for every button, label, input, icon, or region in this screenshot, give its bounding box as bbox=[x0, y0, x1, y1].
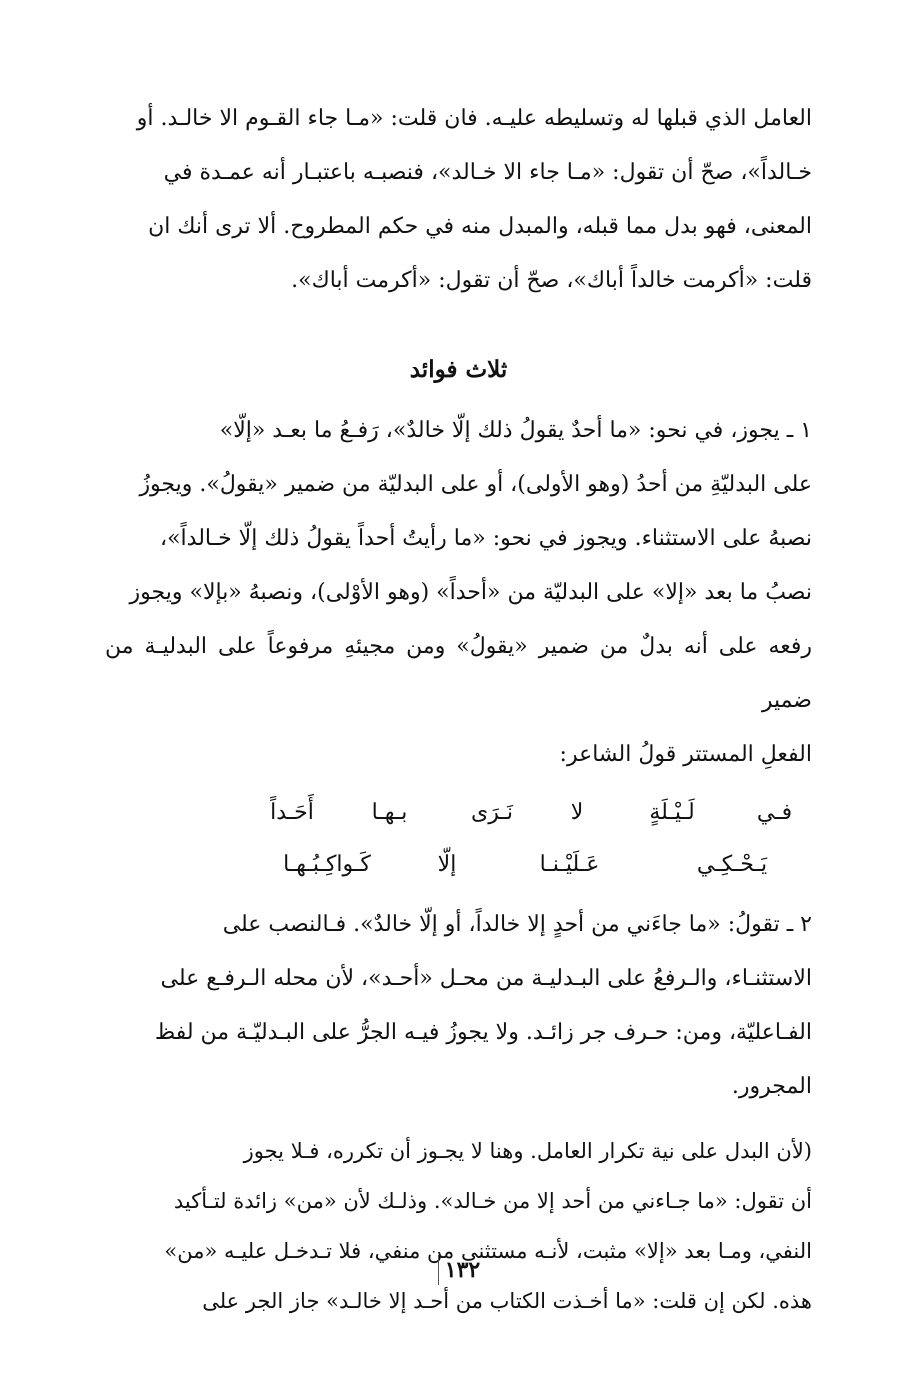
text-line: العامل الذي قبلها له وتسليطه عليـه. فان قلت: «مـا جاء القـوم الا خالـد. أو bbox=[136, 106, 812, 131]
text-line: نصبهُ على الاستثناء. ويجوز في نحو: «ما رأيتُ أحداً يقولُ ذلك إلّا خـالداً»، bbox=[160, 526, 812, 551]
text-line: النفي، ومـا بعد «إلا» مثبت، لأنـه مستثنى من منفي، فلا تـدخـل عليـه «من» bbox=[164, 1239, 812, 1263]
verse-line-1 bbox=[105, 786, 812, 838]
text-line: قلت: «أكرمت خالداً أباك»، صحّ أن تقول: «أكرمت أباك». bbox=[291, 268, 812, 293]
page-body bbox=[105, 92, 812, 1326]
text-line: هذه. لكن إن قلت: «ما أخـذت الكتاب من أحـد إلا خالـد» جاز الجر على bbox=[202, 1289, 812, 1313]
section-heading: ثلاث فوائد bbox=[409, 356, 508, 383]
text-line: ٢ ـ تقولُ: «ما جاءَني من أحدٍ إلا خالداً، أو إلّا خالدٌ». فـالنصب على bbox=[222, 912, 812, 937]
verse-word: فـي bbox=[756, 799, 793, 825]
point-1-paragraph bbox=[105, 404, 812, 782]
verse-word: يَـحْـكِـي bbox=[696, 851, 768, 877]
text-line: نصبُ ما بعد «إلا» على البدليّة من «أحداً» (وهو الأوْلى)، ونصبهُ «بإلا» ويجوز bbox=[129, 580, 812, 605]
verse-word: لا bbox=[570, 799, 584, 825]
text-line: المعنى، فهو بدل مما قبله، والمبدل منه في حكم المطروح. ألا ترى أنك ان bbox=[148, 214, 812, 239]
text-line: أن تقول: «ما جـاءني من أحد إلا من خـالد». وذلـك لأن «من» زائدة لتـأكيد bbox=[173, 1189, 812, 1213]
text-line: الفعلِ المستتر قولُ الشاعر: bbox=[559, 742, 812, 767]
page-number bbox=[0, 1255, 924, 1285]
intro-paragraph bbox=[105, 92, 812, 308]
text-line: المجرور. bbox=[731, 1074, 812, 1099]
verse-word: لَـيْـلَةٍ bbox=[649, 799, 695, 825]
text-line: الفـاعليّة، ومن: حـرف جر زائـد. ولا يجوزُ فيـه الجرُّ على البـدليّـة من لفظ bbox=[154, 1020, 812, 1045]
poetry-verse bbox=[105, 786, 812, 896]
text-line: ١ ـ يجوز، في نحو: «ما أحدٌ يقولُ ذلك إلّا خالدٌ»، رَفـعُ ما بعـد «إلّا» bbox=[219, 418, 812, 443]
verse-line-2 bbox=[105, 838, 812, 890]
verse-word: كَـواكِـبُـهـا bbox=[283, 851, 371, 877]
footnote bbox=[105, 1126, 812, 1326]
text-line: على البدليّةِ من أحدُ (وهو الأولى)، أو على البدليّة من ضمير «يقولُ». ويجوزُ bbox=[139, 472, 812, 497]
text-line: الاستثنـاء، والـرفعُ على البـدليـة من محـل «أحـد»، لأن محله الـرفـع على bbox=[160, 966, 812, 991]
page-number-label: ١٣٢ bbox=[438, 1255, 486, 1285]
verse-word: نَـرَى bbox=[471, 799, 513, 825]
text-line: رفعه على أنه بدلٌ من ضمير «يقولُ» ومن مجيئهِ مرفوعاً على البدليـة من ضمير bbox=[105, 634, 812, 713]
text-line: (لأن البدل على نية تكرار العامل. وهنا لا يجـوز أن تكرره، فـلا يجوز bbox=[243, 1139, 812, 1163]
verse-word: إلّا bbox=[437, 851, 457, 877]
point-2-paragraph bbox=[105, 898, 812, 1114]
verse-word: عَـلَيْـنـا bbox=[539, 851, 600, 877]
verse-word: أَحَـداً bbox=[270, 799, 314, 825]
text-line: خـالداً»، صحّ أن تقول: «مـا جاء الا خـالد»، فنصبـه باعتبـار أنه عمـدة في bbox=[163, 160, 812, 185]
verse-word: بـهـا bbox=[371, 799, 408, 825]
